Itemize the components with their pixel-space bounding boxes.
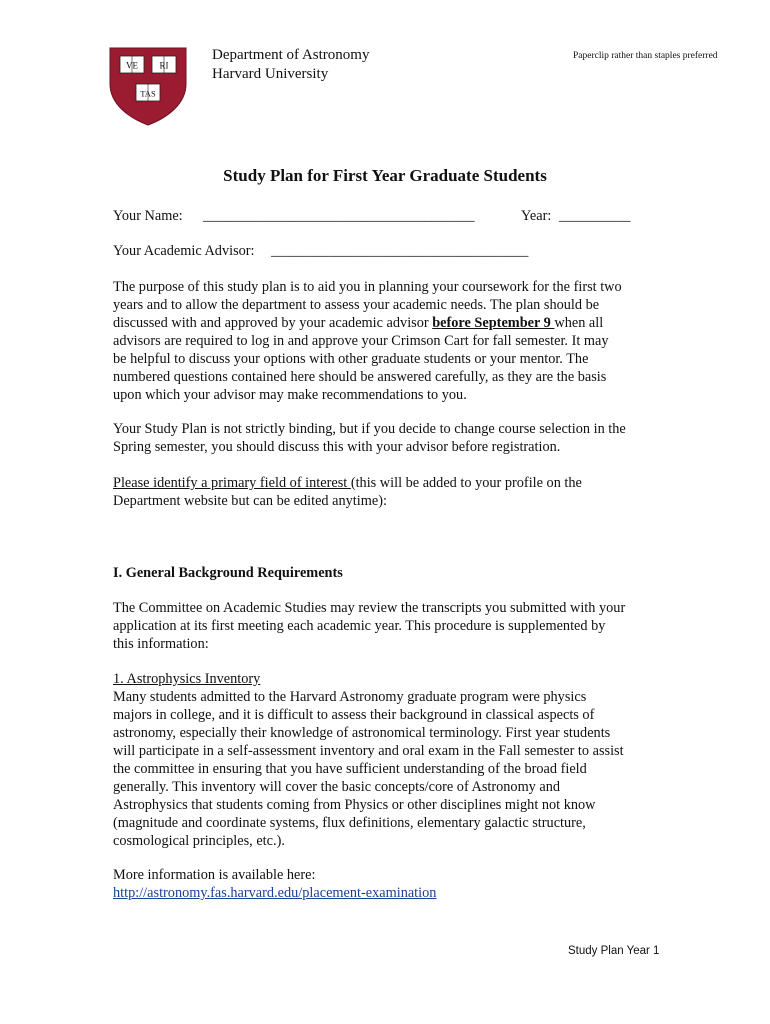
- field-of-interest-line: Department website but can be edited anytime):: [113, 493, 387, 509]
- intro-line: be helpful to discuss your options with other graduate students or your mentor. The: [113, 351, 589, 367]
- intro-line: years and to allow the department to assess your academic needs. The plan should be: [113, 297, 600, 313]
- inventory-line: cosmological principles, etc.).: [113, 833, 285, 849]
- page-title: Study Plan for First Year Graduate Students: [223, 166, 547, 185]
- inventory-line: will participate in a self-assessment inventory and oral exam in the Fall semester to assist: [113, 743, 624, 759]
- department-name: Department of Astronomy: [212, 47, 370, 63]
- inventory-line: Many students admitted to the Harvard Astronomy graduate program were physics: [113, 689, 587, 705]
- crest-text-ve: VE: [126, 60, 138, 71]
- field-of-interest-prompt: Please identify a primary field of interest: [113, 475, 351, 491]
- advisor-label: Your Academic Advisor:: [113, 243, 255, 259]
- deadline-text: before September 9: [432, 315, 555, 331]
- inventory-line: Astrophysics that students coming from Physics or other disciplines might not know: [113, 797, 596, 813]
- harvard-shield-logo: [107, 44, 189, 126]
- book-bottom: [136, 84, 160, 101]
- intro-line: [113, 314, 622, 332]
- year-label: Year:: [521, 208, 552, 224]
- field-of-interest-text: (this will be added to your profile on the: [350, 475, 582, 491]
- binding-line: Spring semester, you should discuss this with your advisor before registration.: [113, 439, 561, 455]
- section-line: this information:: [113, 636, 209, 652]
- inventory-block: [113, 670, 624, 850]
- intro-line-text: discussed with and approved by your academic advisor: [113, 315, 433, 331]
- more-info-block: [113, 866, 436, 902]
- intro-line-text: when all: [554, 315, 604, 331]
- section-paragraph: [113, 599, 625, 653]
- inventory-line: majors in college, and it is difficult to assess their background in classical aspects of: [113, 707, 595, 723]
- field-of-interest-paragraph: [113, 474, 582, 510]
- intro-line: The purpose of this study plan is to aid you in planning your coursework for the first two: [113, 279, 622, 295]
- advisor-field[interactable]: ____________________________________: [271, 243, 529, 259]
- paperclip-note: Paperclip rather than staples preferred: [573, 51, 718, 61]
- name-label: Your Name:: [113, 208, 183, 224]
- book-top-left: [120, 56, 144, 73]
- placement-exam-link[interactable]: http://astronomy.fas.harvard.edu/placement-examination: [113, 885, 437, 901]
- binding-paragraph: [113, 420, 626, 456]
- department-header: [212, 46, 369, 84]
- page-footer: Study Plan Year 1: [568, 945, 660, 957]
- intro-paragraph: [113, 278, 622, 404]
- year-field[interactable]: __________: [559, 208, 631, 224]
- name-field[interactable]: ______________________________________: [203, 208, 475, 224]
- inventory-heading: 1. Astrophysics Inventory: [113, 671, 261, 687]
- section-heading: I. General Background Requirements: [113, 565, 343, 581]
- section-line: The Committee on Academic Studies may review the transcripts you submitted with your: [113, 600, 626, 616]
- intro-line: advisors are required to log in and approve your Crimson Cart for fall semester. It may: [113, 333, 609, 349]
- intro-line: upon which your advisor may make recommendations to you.: [113, 387, 467, 403]
- book-top-right: [152, 56, 176, 73]
- more-info-label: More information is available here:: [113, 867, 316, 883]
- inventory-line: astronomy, especially their knowledge of astronomical terminology. First year students: [113, 725, 611, 741]
- section-line: application at its first meeting each academic year. This procedure is supplemented by: [113, 618, 606, 634]
- inventory-line: the committee in ensuring that you have sufficient understanding of the broad field: [113, 761, 587, 777]
- binding-line: Your Study Plan is not strictly binding, but if you decide to change course selection in the: [113, 421, 626, 437]
- intro-line: numbered questions contained here should be answered carefully, as they are the basis: [113, 369, 607, 385]
- inventory-line: (magnitude and coordinate systems, flux definitions, elementary galactic structure,: [113, 815, 586, 831]
- field-of-interest-line: [113, 474, 582, 492]
- crest-text-ri: RI: [159, 60, 169, 71]
- university-name: Harvard University: [212, 66, 329, 82]
- crest-text-tas: TAS: [140, 88, 156, 99]
- inventory-line: generally. This inventory will cover the basic concepts/core of Astronomy and: [113, 779, 561, 795]
